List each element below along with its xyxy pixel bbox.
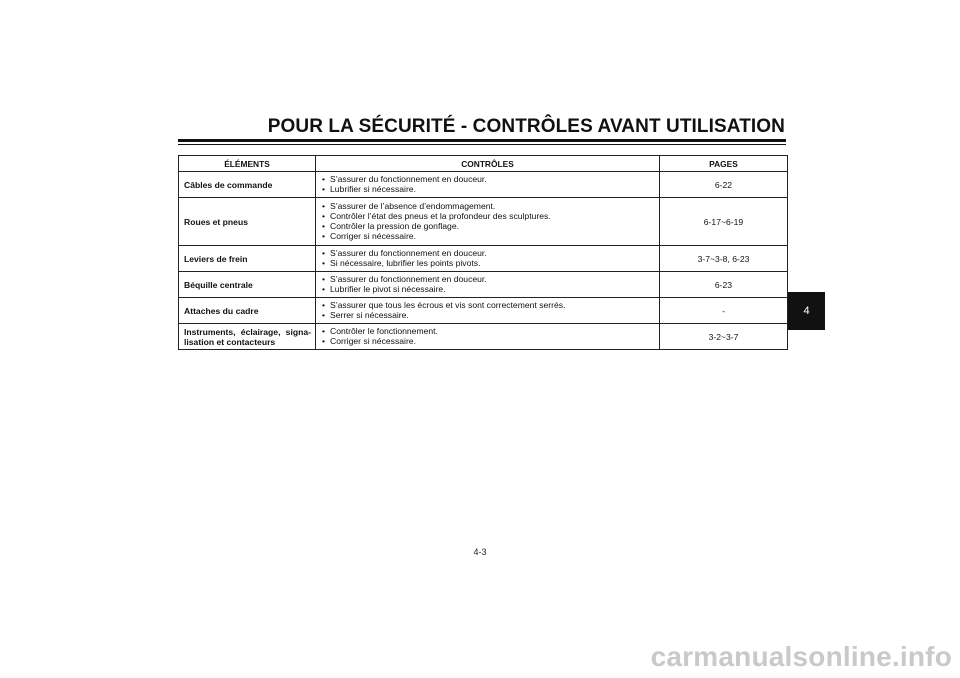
row-item: Leviers de frein	[179, 246, 316, 272]
row-checks	[316, 172, 660, 198]
check-item: • Contrôler l’état des pneus et la profondeur des sculptures.	[322, 211, 655, 221]
check-item: • Lubrifier le pivot si nécessaire.	[322, 284, 655, 294]
check-item: • S’assurer du fonctionnement en douceur.	[322, 248, 655, 258]
check-item: • Corriger si nécessaire.	[322, 336, 655, 346]
title-rule-thin	[178, 144, 786, 145]
watermark: carmanualsonline.info	[650, 641, 952, 672]
column-header-pages: PAGES	[660, 156, 788, 172]
row-checks	[316, 198, 660, 246]
table-row	[179, 198, 788, 246]
check-item: • S’assurer que tous les écrous et vis sont correctement serrés.	[322, 300, 655, 310]
row-item: Roues et pneus	[179, 198, 316, 246]
check-item: • S’assurer du fonctionnement en douceur.	[322, 174, 655, 184]
title-rule	[178, 139, 786, 142]
row-pages: 6-22	[660, 172, 788, 198]
check-item: • Lubrifier si nécessaire.	[322, 184, 655, 194]
chapter-tab	[788, 292, 825, 330]
table-row	[179, 298, 788, 324]
row-checks	[316, 272, 660, 298]
check-item: • S’assurer de l’absence d’endommagement.	[322, 201, 655, 211]
row-pages: 3-2~3-7	[660, 324, 788, 350]
row-checks	[316, 246, 660, 272]
page-number: 4-3	[473, 547, 487, 557]
check-item: • Contrôler le fonctionnement.	[322, 326, 655, 336]
row-pages: -	[660, 298, 788, 324]
table-row	[179, 246, 788, 272]
table-row	[179, 272, 788, 298]
table-row	[179, 172, 788, 198]
check-item: • Serrer si nécessaire.	[322, 310, 655, 320]
column-header-controls: CONTRÔLES	[316, 156, 660, 172]
row-checks	[316, 324, 660, 350]
column-header-elements: ÉLÉMENTS	[179, 156, 316, 172]
check-item: • S’assurer du fonctionnement en douceur.	[322, 274, 655, 284]
row-item: Câbles de commande	[179, 172, 316, 198]
row-item: Instruments, éclairage, signa-lisation et contacteurs	[179, 324, 316, 350]
chapter-tab-label: 4	[803, 305, 810, 317]
row-item: Béquille centrale	[179, 272, 316, 298]
row-pages: 6-17~6-19	[660, 198, 788, 246]
row-pages: 6-23	[660, 272, 788, 298]
table-row	[179, 324, 788, 350]
row-item: Attaches du cadre	[179, 298, 316, 324]
check-item: • Si nécessaire, lubrifier les points pivots.	[322, 258, 655, 268]
check-item: • Contrôler la pression de gonflage.	[322, 221, 655, 231]
pre-operation-checks-table	[178, 155, 788, 350]
check-item: • Corriger si nécessaire.	[322, 231, 655, 241]
page-title: POUR LA SÉCURITÉ - CONTRÔLES AVANT UTILISATION	[267, 116, 785, 137]
row-pages: 3-7~3-8, 6-23	[660, 246, 788, 272]
row-checks	[316, 298, 660, 324]
table-header-row	[179, 156, 788, 172]
